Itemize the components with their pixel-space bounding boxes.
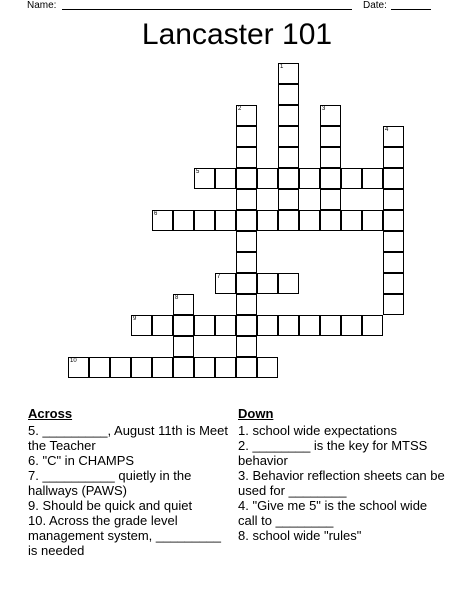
- crossword-cell[interactable]: [299, 210, 320, 231]
- crossword-cell[interactable]: [341, 210, 362, 231]
- crossword-cell[interactable]: [320, 147, 341, 168]
- crossword-cell[interactable]: [152, 315, 173, 336]
- crossword-cell[interactable]: [362, 210, 383, 231]
- across-clue: 6. "C" in CHAMPS: [28, 453, 135, 468]
- crossword-cell[interactable]: [383, 294, 404, 315]
- crossword-cell[interactable]: [383, 252, 404, 273]
- crossword-cell[interactable]: [383, 189, 404, 210]
- crossword-cell[interactable]: [299, 315, 320, 336]
- crossword-cell[interactable]: [215, 168, 236, 189]
- crossword-cell[interactable]: [278, 126, 299, 147]
- crossword-cell[interactable]: [236, 336, 257, 357]
- crossword-cell[interactable]: [383, 147, 404, 168]
- crossword-cell[interactable]: [257, 357, 278, 378]
- clue-number-4: 4: [385, 127, 389, 133]
- crossword-cell[interactable]: [278, 168, 299, 189]
- crossword-cell[interactable]: [173, 336, 194, 357]
- crossword-cell[interactable]: [320, 189, 341, 210]
- crossword-cell[interactable]: [278, 315, 299, 336]
- crossword-cell[interactable]: [299, 168, 320, 189]
- crossword-cell[interactable]: [236, 168, 257, 189]
- crossword-cell[interactable]: [278, 105, 299, 126]
- crossword-cell[interactable]: [89, 357, 110, 378]
- down-clue: 1. school wide expectations: [238, 423, 397, 438]
- down-heading: Down: [238, 406, 274, 421]
- crossword-cell[interactable]: [341, 315, 362, 336]
- crossword-cell[interactable]: [236, 189, 257, 210]
- across-clue: 9. Should be quick and quiet: [28, 498, 193, 513]
- crossword-cell[interactable]: [236, 126, 257, 147]
- down-clue: 8. school wide "rules": [238, 528, 362, 543]
- crossword-cell[interactable]: [278, 210, 299, 231]
- crossword-cell[interactable]: [278, 273, 299, 294]
- puzzle-title: Lancaster 101: [141, 18, 333, 51]
- crossword-cell[interactable]: [194, 210, 215, 231]
- clue-number-6: 6: [154, 211, 158, 217]
- across-clues: [28, 406, 228, 558]
- crossword-cell[interactable]: [236, 273, 257, 294]
- crossword-cell[interactable]: [173, 315, 194, 336]
- across-clue: 5. _________, August 11th is Meet the Teacher: [28, 423, 228, 453]
- crossword-cell[interactable]: [194, 357, 215, 378]
- clue-number-3: 3: [322, 106, 326, 112]
- crossword-cell[interactable]: [215, 357, 236, 378]
- clue-number-2: 2: [238, 106, 242, 112]
- crossword-cell[interactable]: [362, 168, 383, 189]
- clue-number-7: 7: [217, 274, 221, 280]
- crossword-cell[interactable]: [215, 315, 236, 336]
- crossword-cell[interactable]: [341, 168, 362, 189]
- across-clue: 10. Across the grade level management system, _________ is needed: [28, 513, 221, 558]
- crossword-cell[interactable]: [362, 315, 383, 336]
- crossword-cell[interactable]: [278, 84, 299, 105]
- crossword-cell[interactable]: [236, 315, 257, 336]
- clue-number-1: 1: [280, 64, 284, 70]
- clue-number-5: 5: [196, 169, 200, 175]
- crossword-cell[interactable]: [173, 210, 194, 231]
- crossword-cell[interactable]: [194, 315, 215, 336]
- crossword-cell[interactable]: [236, 294, 257, 315]
- crossword-cell[interactable]: [383, 231, 404, 252]
- across-clue: 7. __________ quietly in the hallways (PAWS): [28, 468, 192, 498]
- down-clue: 3. Behavior reflection sheets can be used for ________: [238, 468, 445, 498]
- clue-number-9: 9: [133, 316, 137, 322]
- name-label: Name:: [27, 0, 57, 11]
- clue-number-8: 8: [175, 295, 179, 301]
- crossword-cell[interactable]: [236, 147, 257, 168]
- crossword-cell[interactable]: [383, 273, 404, 294]
- crossword-cell[interactable]: [320, 168, 341, 189]
- crossword-cell[interactable]: [236, 357, 257, 378]
- crossword-cell[interactable]: [320, 210, 341, 231]
- crossword-cell[interactable]: [257, 315, 278, 336]
- crossword-cell[interactable]: [278, 147, 299, 168]
- crossword-cell[interactable]: [131, 357, 152, 378]
- down-clue: 2. ________ is the key for MTSS behavior: [238, 438, 428, 468]
- crossword-cell[interactable]: [215, 210, 236, 231]
- crossword-cell[interactable]: [278, 189, 299, 210]
- crossword-cell[interactable]: [152, 357, 173, 378]
- crossword-cell[interactable]: [110, 357, 131, 378]
- crossword-cell[interactable]: [383, 210, 404, 231]
- down-clues: [238, 406, 450, 543]
- date-label: Date:: [363, 0, 387, 11]
- crossword-cell[interactable]: [383, 168, 404, 189]
- crossword-cell[interactable]: [257, 168, 278, 189]
- across-heading: Across: [28, 406, 73, 421]
- crossword-cell[interactable]: [236, 252, 257, 273]
- crossword-cell[interactable]: [236, 210, 257, 231]
- clue-number-10: 10: [70, 358, 77, 364]
- crossword-cell[interactable]: [320, 315, 341, 336]
- crossword-cell[interactable]: [320, 126, 341, 147]
- crossword-cell[interactable]: [257, 210, 278, 231]
- crossword-cell[interactable]: [257, 273, 278, 294]
- down-clue: 4. "Give me 5" is the school wide call to ________: [238, 498, 428, 528]
- crossword-cell[interactable]: [236, 231, 257, 252]
- crossword-cell[interactable]: [173, 357, 194, 378]
